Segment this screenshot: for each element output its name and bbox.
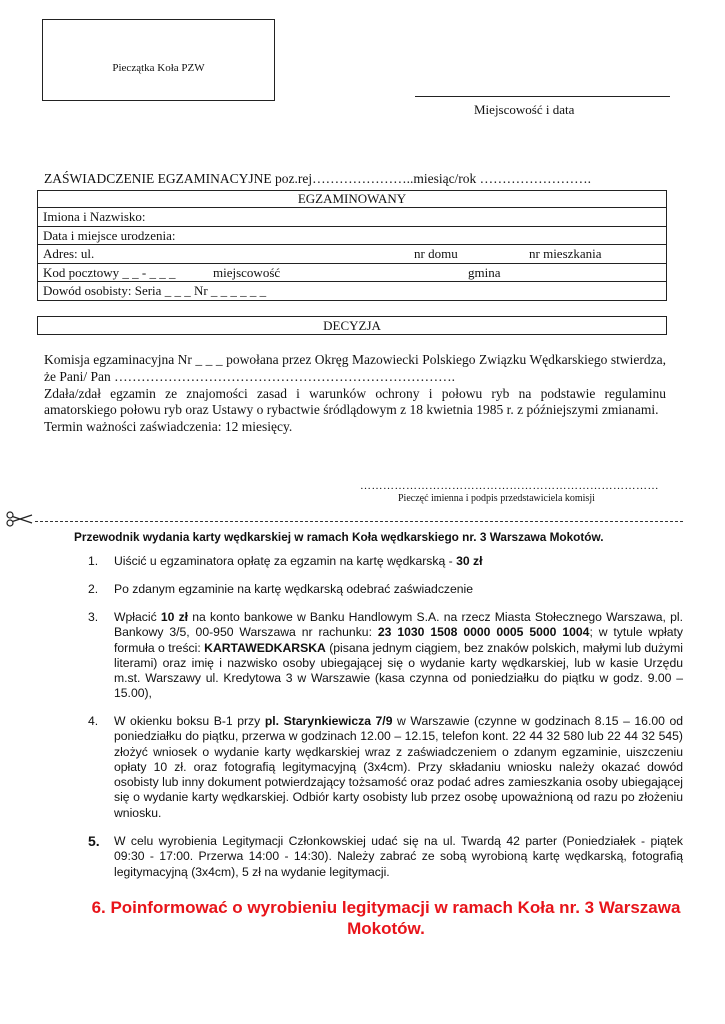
decision-text bbox=[44, 352, 666, 436]
house-label: nr domu bbox=[414, 246, 458, 261]
step-1-text: Uiścić u egzaminatora opłatę za egzamin na kartę wędkarską - bbox=[114, 554, 457, 568]
decision-header: DECYZJA bbox=[323, 318, 381, 333]
decision-header-box bbox=[37, 316, 667, 335]
address-label: Adres: ul. bbox=[43, 246, 95, 261]
step-1 bbox=[88, 554, 683, 569]
step-5-text: W celu wyrobienia Legitymacji Członkowskiej udać się na ul. Twardą 42 parter (Poniedziałek - piątek 09:30 - 17:00. Przerwa 14:00 - 14:30). Należy zabrać ze sobą wyrobioną kartę wędkarską, fotografią legitymacyjną (3x4cm), 5 zł na wydanie legitymacji. bbox=[114, 834, 683, 879]
step-3-formula: KARTAWEDKARSKA bbox=[204, 640, 326, 655]
signature-label: Pieczęć imienna i podpis przedstawiciela komisji bbox=[398, 493, 595, 504]
step-5 bbox=[88, 834, 683, 880]
name-row bbox=[38, 208, 666, 227]
step-3-amount: 10 zł bbox=[160, 610, 189, 624]
stamp-box bbox=[42, 19, 275, 101]
stamp-label: Pieczątka Koła PZW bbox=[112, 62, 205, 74]
step-6-highlight: 6. Poinformować o wyrobieniu legitymacji w ramach Koła nr. 3 Warszawa Mokotów. bbox=[91, 898, 681, 938]
step-3-text: ; w tytule wpłaty formuła o treści: bbox=[114, 625, 683, 655]
step-2 bbox=[88, 582, 683, 597]
step-4 bbox=[88, 714, 683, 821]
step-3-text: Wpłacić bbox=[114, 610, 161, 624]
flat-label: nr mieszkania bbox=[529, 246, 602, 261]
step-4-address: pl. Starynkiewicza 7/9 bbox=[264, 714, 393, 728]
step-number: 2. bbox=[88, 582, 99, 596]
address-row bbox=[38, 245, 666, 264]
step-3-text: (pisana jednym ciągiem, bez znaków polskich, małymi lub dużymi literami) oraz imię i nazwisko osoby ubiegającej się o wydanie karty wędkarskiej, lub w kasie Urzędu m.st. Warszawy ul. Kredytowa 3 w Warszawie (kasa czynna od poniedziałku do piątku w godz. 9.00 – 15.00), bbox=[114, 640, 683, 701]
id-row bbox=[38, 282, 666, 300]
step-3 bbox=[88, 610, 683, 702]
birth-label: Data i miejsce urodzenia: bbox=[43, 227, 176, 243]
guide-steps bbox=[88, 554, 683, 894]
signature-line: …………………………………………………………………… bbox=[360, 480, 659, 492]
commune-label: gmina bbox=[468, 264, 501, 280]
city-label: miejscowość bbox=[213, 264, 281, 280]
name-label: Imiona i Nazwisko: bbox=[43, 209, 146, 224]
step-number: 4. bbox=[88, 714, 99, 728]
decision-paragraph-2: Zdała/zdał egzamin ze znajomości zasad i warunków ochrony i połowu ryb na podstawie regulaminu amatorskiego połowu ryb oraz Ustawy o rybactwie śródlądowym z 18 kwietnia 1985 r. z późniejszymi zmianami. bbox=[44, 385, 666, 418]
examinee-table bbox=[37, 190, 667, 301]
guide-title: Przewodnik wydania karty wędkarskiej w ramach Koła wędkarskiego nr. 3 Warszawa Mokotów. bbox=[74, 530, 604, 544]
step-4-text: W okienku boksu B-1 przy bbox=[114, 714, 265, 728]
step-number: 3. bbox=[88, 610, 99, 624]
step-3-account: 23 1030 1508 0000 0005 5000 1004 bbox=[377, 625, 590, 640]
step-4-text: w Warszawie (czynne w godzinach 8.15 – 16.00 od poniedziałku do piątku, przerwa w godzinach 12.00 – 12.15, telefon kont. 22 44 32 580 lub 22 44 32 545) złożyć wniosek o wydanie karty wędkarskiej wraz z zaświadczeniem o zdanym egzaminie, uiszczeniu opłaty 10 zł. oraz fotografią legitymacyjną (3x4cm). Przy składaniu wniosku należy okazać dowód osobisty lub inny dokument potwierdzający tożsamość oraz podać adres zamieszkania osoby ubiegającej się o wydanie karty wędkarskiej. Odbiór karty osobisty lub przez osobę upoważnioną od razu po złożeniu wniosku. bbox=[114, 714, 684, 820]
cut-line bbox=[35, 521, 683, 522]
examinee-header: EGZAMINOWANY bbox=[38, 191, 666, 208]
place-date-line bbox=[415, 96, 670, 97]
step-number: 1. bbox=[88, 554, 99, 568]
certificate-title: ZAŚWIADCZENIE EGZAMINACYJNE poz.rej…………………..miesiąc/rok ……………………. bbox=[44, 171, 592, 186]
step-1-amount: 30 zł bbox=[456, 554, 483, 568]
step-number: 5. bbox=[88, 833, 100, 849]
step-2-text: Po zdanym egzaminie na kartę wędkarską odebrać zaświadczenie bbox=[114, 582, 474, 596]
birth-row bbox=[38, 227, 666, 246]
decision-paragraph-3: Termin ważności zaświadczenia: 12 miesięcy. bbox=[44, 419, 293, 435]
id-label: Dowód osobisty: Seria _ _ _ Nr _ _ _ _ _ _ bbox=[43, 283, 267, 298]
decision-paragraph-1: Komisja egzaminacyjna Nr _ _ _ powołana przez Okręg Mazowiecki Polskiego Związku Wędkarskiego stwierdza, że Pani/ Pan …………………………………………………………………. bbox=[44, 352, 666, 384]
place-date-label: Miejscowość i data bbox=[474, 102, 575, 117]
scissors-icon bbox=[6, 511, 34, 532]
step-3-text: na konto bankowe w Banku Handlowym S.A. na rzecz Miasta Stołecznego Warszawa, pl. Bankowy 3/5, 00-950 Warszawa nr rachunku: bbox=[114, 610, 683, 640]
postal-label: Kod pocztowy _ _ - _ _ _ bbox=[43, 264, 176, 280]
postal-row bbox=[38, 264, 666, 283]
